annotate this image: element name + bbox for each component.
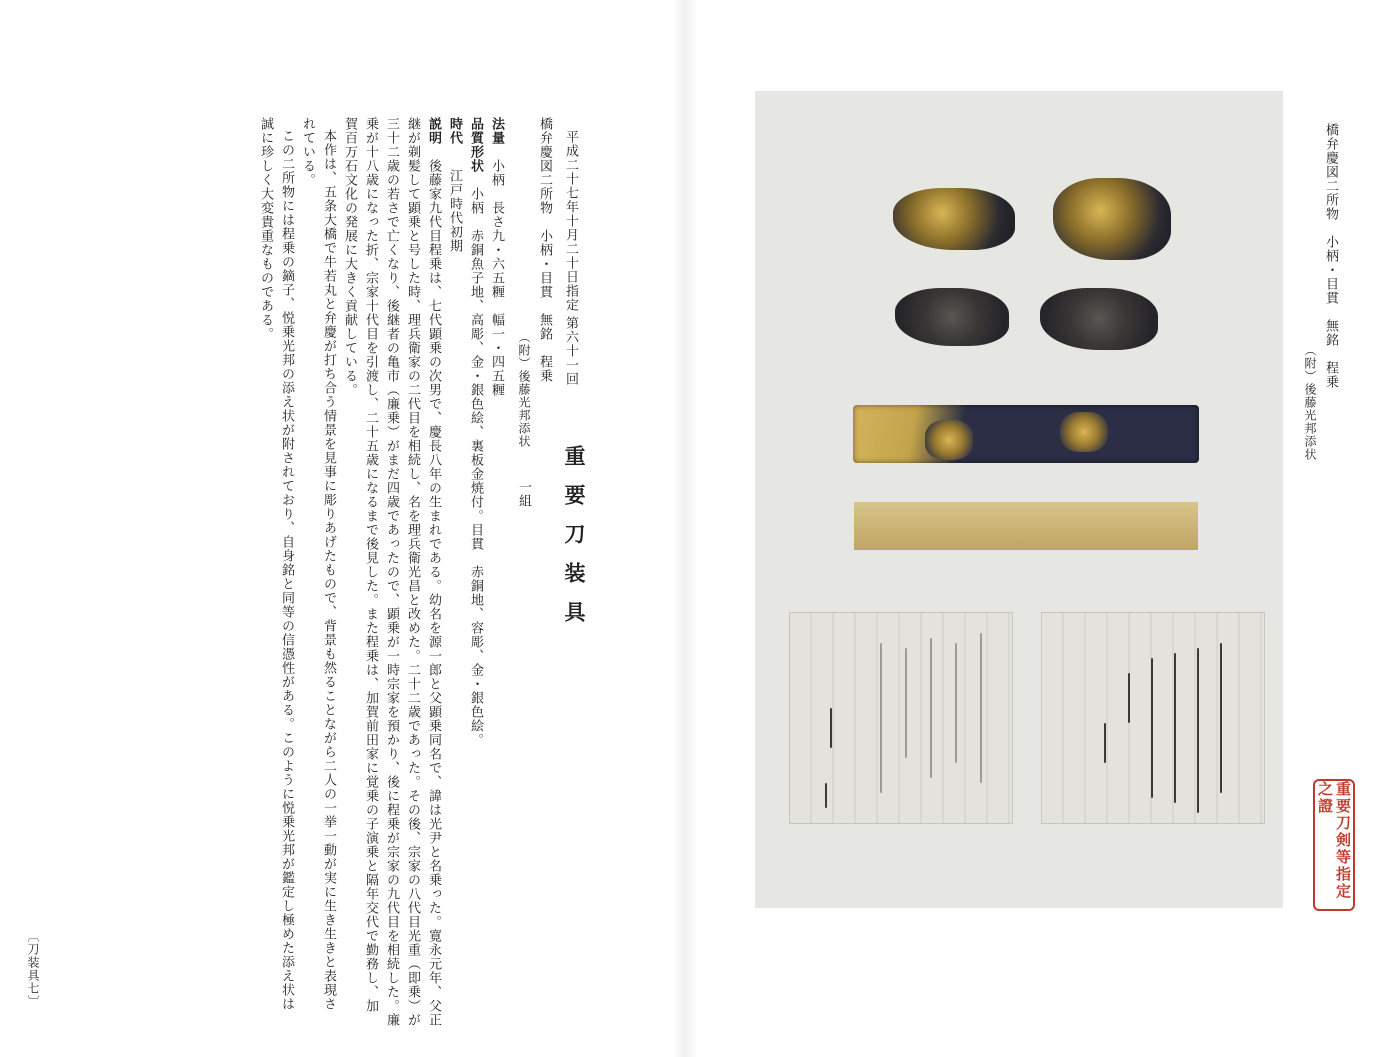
- certification-seal: [1313, 779, 1355, 911]
- page-title: 重要刀装具: [562, 445, 587, 640]
- quality-row: [465, 117, 486, 747]
- caption-attachment: （附）後藤光邦添状: [1303, 344, 1317, 461]
- explanation-line: この二所物には程乗の鏑子、悦乗光邦の添え状が附されており、自身銘と同等の信憑性がある。このように悦乗光邦が鑑定し極めた添え状は: [279, 129, 294, 1011]
- kozuka-figure-ushiwakamaru: [1060, 412, 1108, 452]
- era-value: 江戸時代初期: [447, 169, 462, 253]
- measurement-row: [486, 117, 507, 397]
- page-label: 〔刀装具七〕: [26, 930, 40, 1008]
- kozuka-figure-benkei: [925, 420, 973, 460]
- quality-label: 品質形状: [468, 117, 483, 173]
- document-right: [1041, 612, 1265, 824]
- kozuka-handle: [853, 405, 1199, 463]
- left-page: [0, 0, 685, 1057]
- designation-date: 平成二十七年十月二十日指定: [563, 130, 578, 312]
- explanation-line: れている。: [300, 117, 315, 187]
- session-number: 第六十一回: [563, 316, 578, 386]
- book-gutter: [672, 0, 698, 1057]
- explanation-line: 後藤家九代目程乗は、七代顕乗の次男で、慶長八年の生まれである。幼名を源一郎と父顕乗同名で、諱は光尹と名乗った。寛永元年、父正: [426, 159, 441, 1027]
- menuki-back-left: [895, 288, 1009, 346]
- quality-value: 小柄 赤銅魚子地、高彫、金・銀色絵、裏板金焼付。目貫 赤銅地、容彫、金・銀色絵。: [468, 187, 483, 747]
- item-name: 橋弁慶図二所物 小柄・目貫 無銘 程乗: [537, 117, 552, 383]
- explanation-line: 三十二歳の若さで亡くなり、後継者の亀市（廉乗）がまだ四歳であったので、顕乗が一時宗家を預かり、後に程乗が宗家の九代目を相続した。廉: [384, 117, 399, 1027]
- explanation-label: 説明: [426, 117, 441, 145]
- era-row: [444, 117, 465, 253]
- seal-text: 重要刀剣等指定之證: [1316, 781, 1352, 900]
- menuki-front-right: [1053, 178, 1171, 260]
- explanation-line: 賀百万石文化の発展に大きく貢献している。: [342, 117, 357, 397]
- explanation-line: 本作は、五条大橋で牛若丸と弁慶が打ち合う情景を見事に彫りあげたもので、背景も然ることながら二人の一挙一動が実に生き生きと表現さ: [321, 129, 336, 1011]
- measurement-value: 小柄 長さ九・六五糎 幅一・四五糎: [489, 159, 504, 397]
- explanation-line: 誠に珍しく大変貴重なものである。: [258, 117, 273, 341]
- caption-main: 橋弁慶図二所物 小柄・目貫 無銘 程乗: [1323, 123, 1338, 389]
- item-attachment: （附）後藤光邦添状: [517, 331, 531, 448]
- explanation-line: 乗が十八歳になった折、宗家十代目を引渡し、二十五歳になるまで後見した。また程乗は、加賀前田家に覚乗の子演乗と隔年交代で勤務し、加: [363, 117, 378, 1013]
- era-label: 時代: [447, 117, 462, 145]
- menuki-back-right: [1040, 288, 1158, 350]
- menuki-front-left: [893, 188, 1015, 250]
- kozuka-blade: [854, 502, 1198, 550]
- item-count: 一組: [516, 480, 531, 508]
- measurement-label: 法量: [489, 117, 504, 145]
- explanation-row: [423, 117, 444, 1027]
- document-left: [789, 612, 1013, 824]
- explanation-line: 継が剃髪して顕乗と号した時、理兵衛家の二代目を相続し、名を理兵衛光昌と改めた。二十二歳であった。その後、宗家の八代目光重（即乗）が: [405, 117, 420, 1027]
